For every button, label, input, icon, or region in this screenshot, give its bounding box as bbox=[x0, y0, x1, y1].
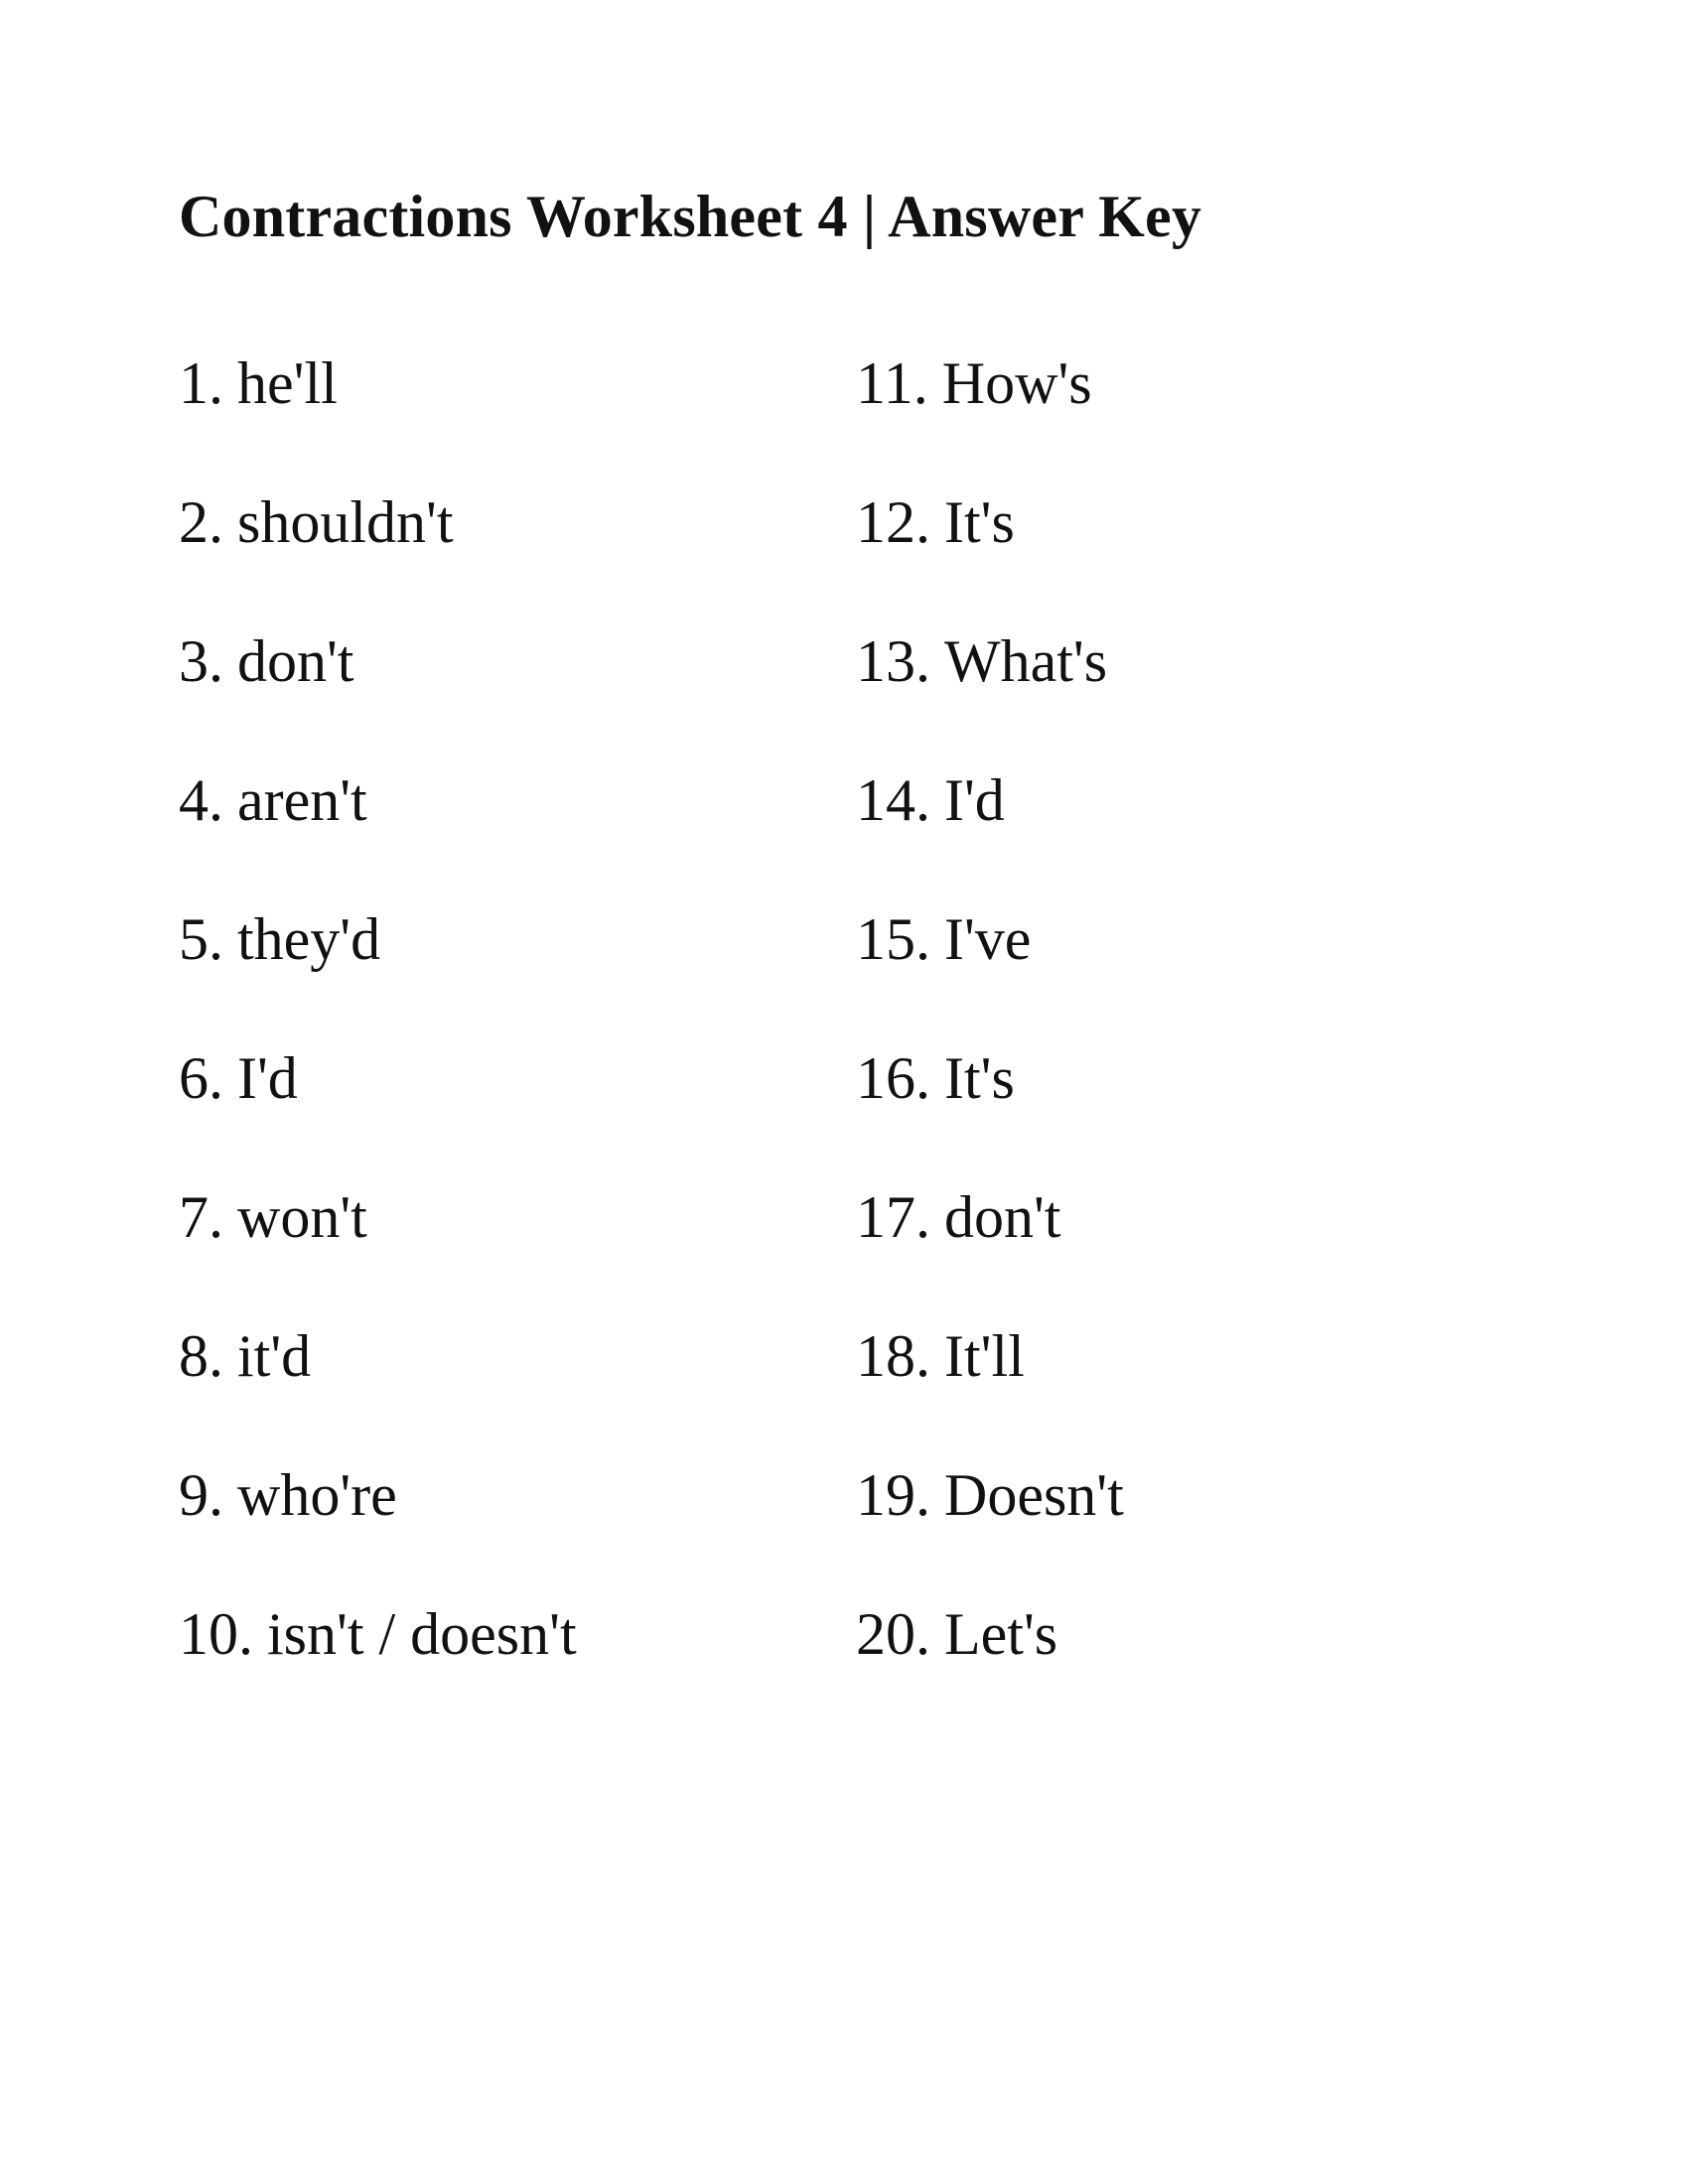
answer-text: they'd bbox=[237, 906, 381, 972]
answer-number: 15. bbox=[856, 906, 930, 972]
answer-number: 19. bbox=[856, 1462, 930, 1528]
answer-item bbox=[179, 1038, 774, 1177]
answer-text: How's bbox=[941, 350, 1092, 416]
answer-text: Doesn't bbox=[944, 1462, 1124, 1528]
answer-text: I'd bbox=[237, 1045, 298, 1111]
answer-number: 11. bbox=[856, 350, 928, 416]
answer-number: 7. bbox=[179, 1184, 223, 1250]
answer-number: 14. bbox=[856, 767, 930, 833]
answer-item bbox=[179, 482, 774, 621]
answer-number: 20. bbox=[856, 1601, 930, 1667]
answer-text: shouldn't bbox=[237, 489, 454, 555]
answer-text: he'll bbox=[237, 350, 338, 416]
answer-number: 8. bbox=[179, 1323, 223, 1389]
answer-text: aren't bbox=[237, 767, 367, 833]
answer-number: 1. bbox=[179, 350, 223, 416]
answer-item bbox=[856, 482, 1452, 621]
answer-item bbox=[179, 1594, 774, 1733]
answer-text: It'll bbox=[944, 1323, 1025, 1389]
answer-text: won't bbox=[237, 1184, 367, 1250]
answer-item bbox=[179, 1177, 774, 1316]
answer-number: 13. bbox=[856, 628, 930, 694]
answer-number: 9. bbox=[179, 1462, 223, 1528]
answer-item bbox=[856, 343, 1452, 482]
answer-text: who're bbox=[237, 1462, 397, 1528]
answer-item bbox=[179, 621, 774, 760]
answer-text: it'd bbox=[237, 1323, 312, 1389]
answer-number: 5. bbox=[179, 906, 223, 972]
answer-text: isn't / doesn't bbox=[267, 1601, 577, 1667]
answer-text: don't bbox=[944, 1184, 1061, 1250]
answer-item bbox=[179, 1455, 774, 1594]
answer-number: 18. bbox=[856, 1323, 930, 1389]
answer-text: Let's bbox=[944, 1601, 1058, 1667]
answer-text: What's bbox=[944, 628, 1108, 694]
answer-number: 3. bbox=[179, 628, 223, 694]
answer-item bbox=[856, 899, 1452, 1038]
answer-item bbox=[856, 1177, 1452, 1316]
answer-item bbox=[179, 343, 774, 482]
page-title: Contractions Worksheet 4 | Answer Key bbox=[179, 184, 1202, 249]
answer-number: 2. bbox=[179, 489, 223, 555]
answer-item bbox=[856, 760, 1452, 899]
answer-item bbox=[179, 760, 774, 899]
answer-list-left bbox=[179, 343, 774, 1733]
answer-text: I've bbox=[944, 906, 1032, 972]
answer-number: 4. bbox=[179, 767, 223, 833]
answer-item bbox=[856, 1038, 1452, 1177]
answer-item bbox=[856, 1594, 1452, 1733]
answer-item bbox=[856, 1316, 1452, 1455]
answer-text: It's bbox=[944, 1045, 1015, 1111]
answer-item bbox=[179, 1316, 774, 1455]
answer-number: 12. bbox=[856, 489, 930, 555]
answer-item bbox=[856, 621, 1452, 760]
answer-list-right bbox=[856, 343, 1452, 1733]
answer-number: 10. bbox=[179, 1601, 253, 1667]
answer-text: I'd bbox=[944, 767, 1005, 833]
answer-item bbox=[856, 1455, 1452, 1594]
answer-number: 17. bbox=[856, 1184, 930, 1250]
answer-item bbox=[179, 899, 774, 1038]
answer-text: don't bbox=[237, 628, 354, 694]
answer-text: It's bbox=[944, 489, 1015, 555]
answer-number: 16. bbox=[856, 1045, 930, 1111]
answer-number: 6. bbox=[179, 1045, 223, 1111]
